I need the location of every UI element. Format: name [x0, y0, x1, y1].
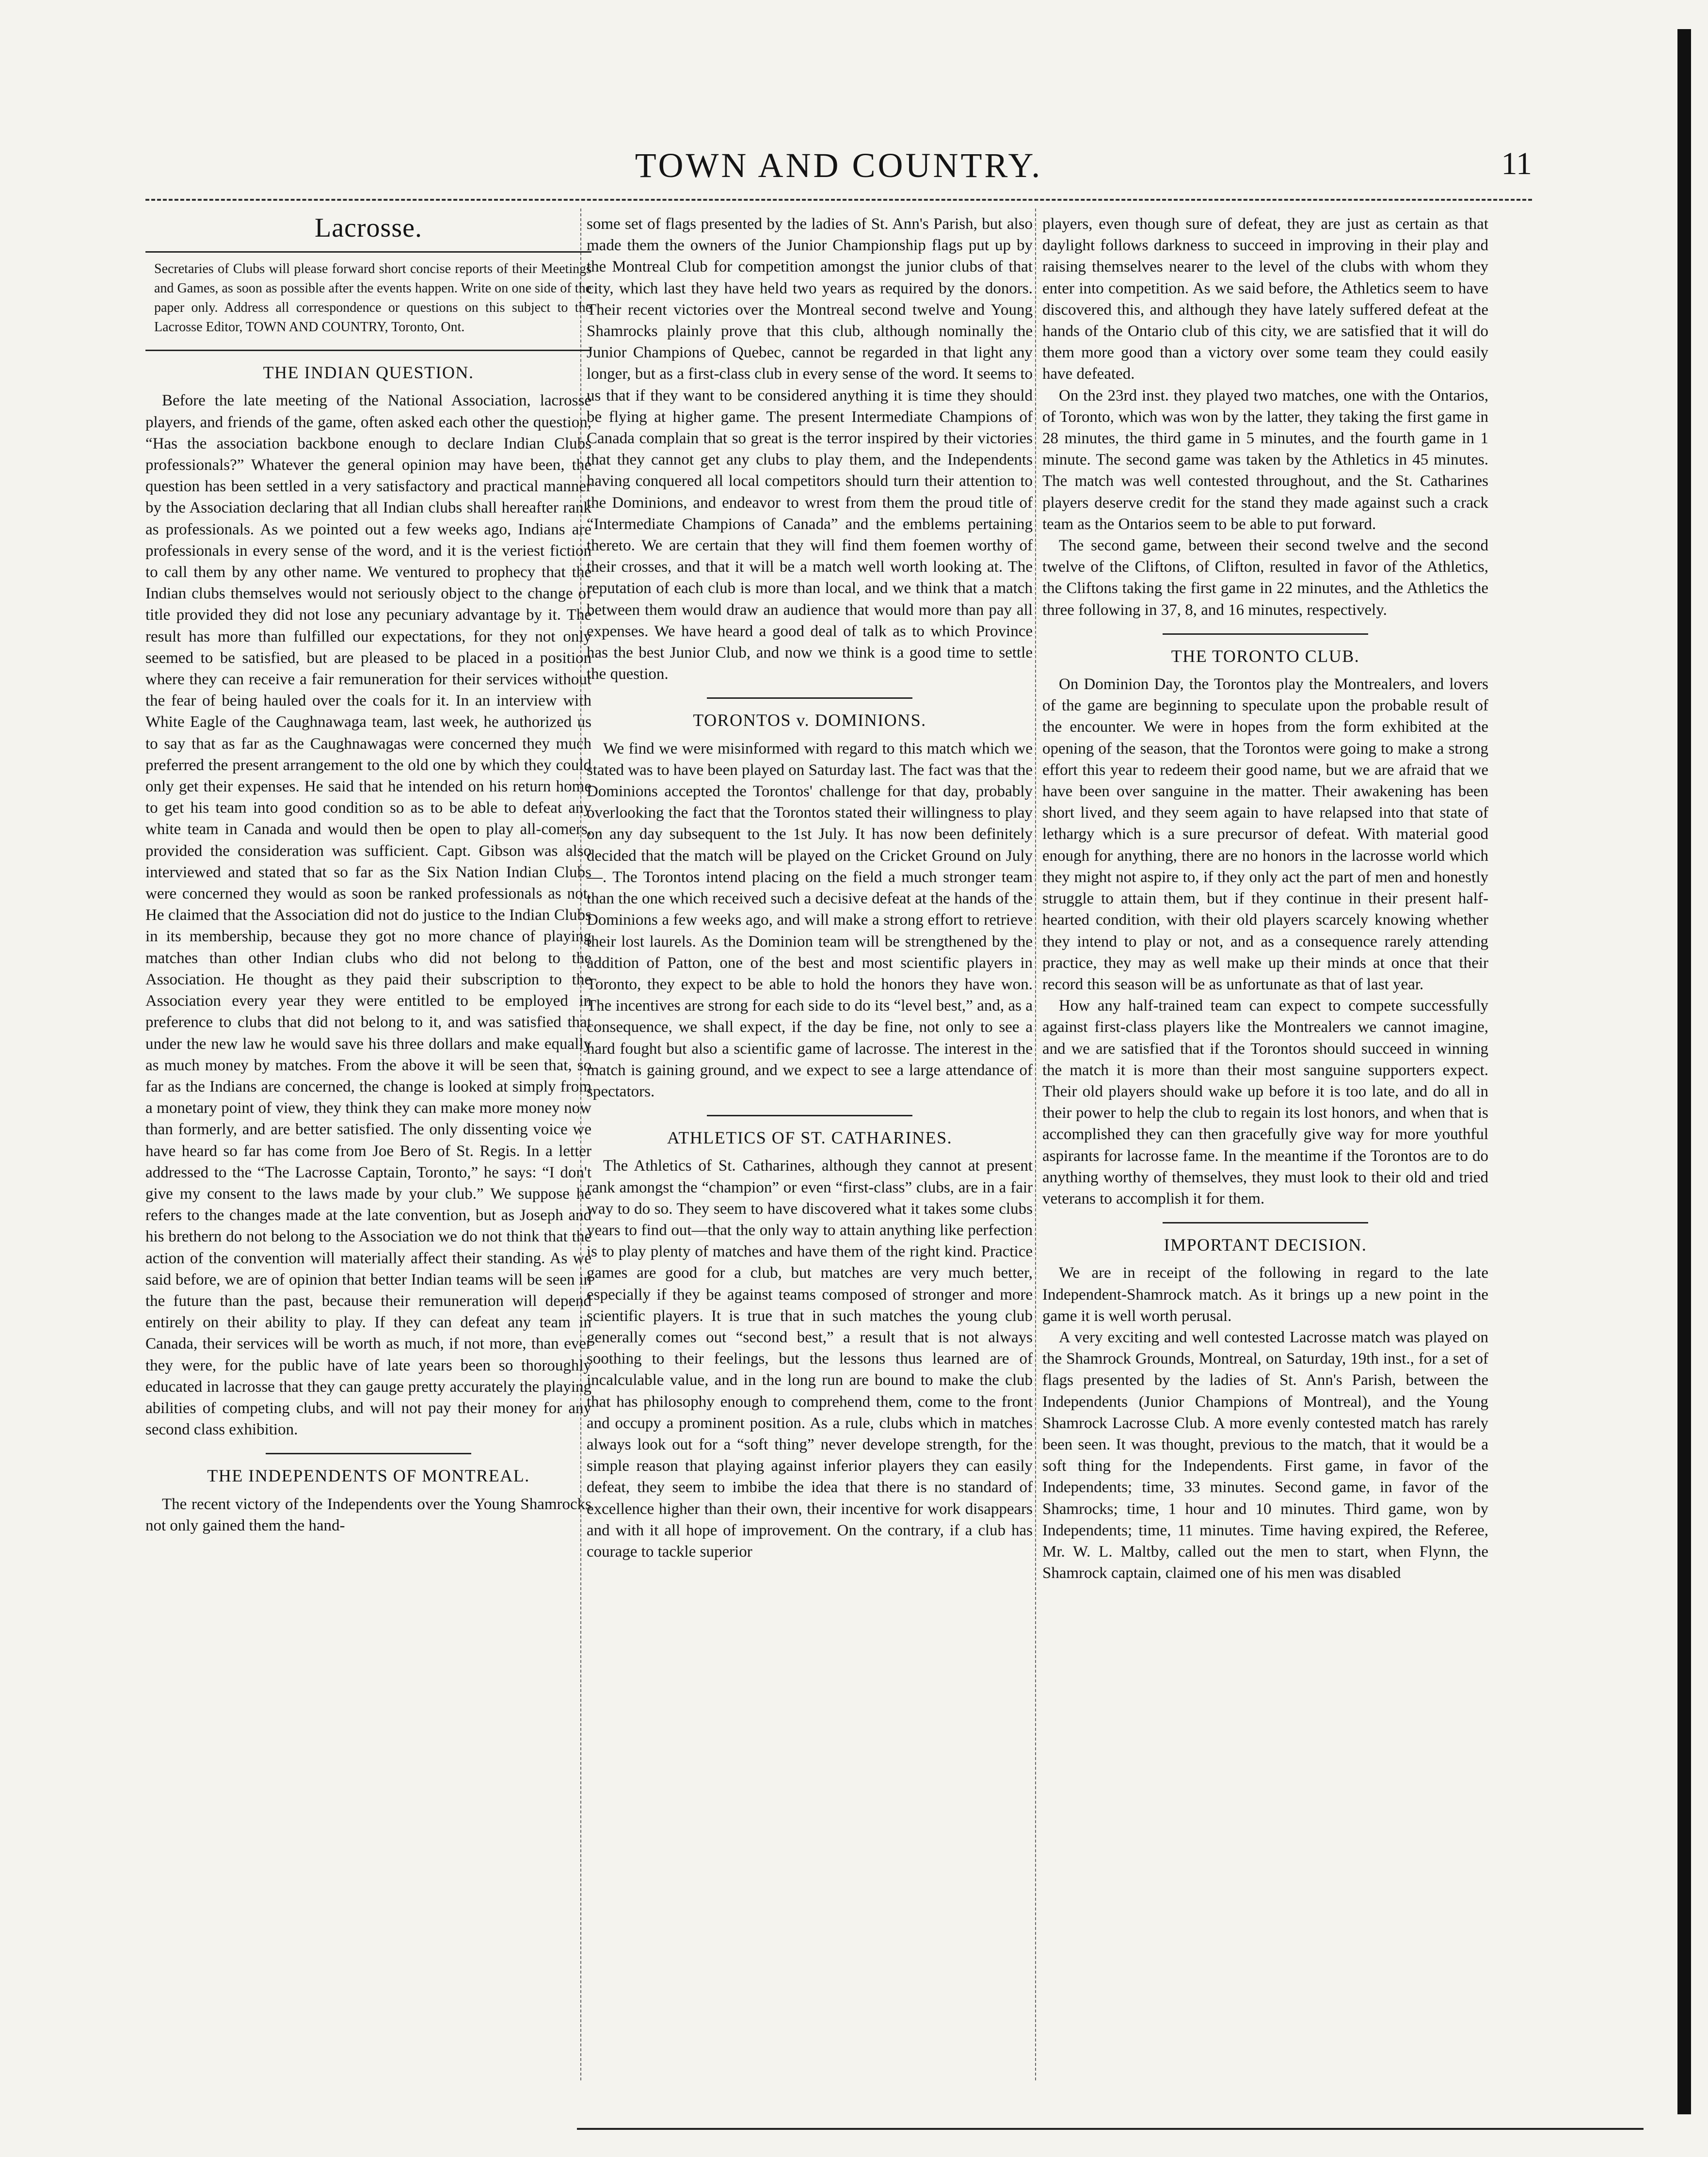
article-separator — [707, 1115, 912, 1116]
article-paragraph: players, even though sure of defeat, they are just as certain as that daylight follows darkness to succeed in improving in their play and raising themselves nearer to the level of the clubs with whom they enter into competition. As we said before, the Athletics seem to have discovered this, and although they have lately suffered defeat at the hands of the Ontario club of this city, we are satisfied that it will do them more good than a victory over some team they could easily have defeated. — [1042, 215, 1488, 383]
article-paragraph: Before the late meeting of the National Association, lacrosse players, and friends of the game, often asked each other the question, “Has the association backbone enough to declare Indian Clubs professionals?” Whatever the general opinion may have been, the question has been settled in a very satisfactory and practical manner by the Association declaring that all Indian clubs shall hereafter rank as professionals. As we pointed out a few weeks ago, Indians are professionals in every sense of the word, and it is the veriest fiction to call them by any other name. We ventured to prophecy that the Indian clubs themselves would not seriously object to the change of title provided they did not lose any pecuniary advantage by it. The result has more than fulfilled our expectations, for they not only seemed to be satisfied, but are pleased to be placed in a position where they can receive a fair remuneration for their services without the fear of being hauled over the coals for it. In an interview with White Eagle of the Caughnawaga team, last week, he authorized us to say that as far as the Caughnawagas were concerned they much preferred the present arrangement to the old one by which they could only get their expenses. He said that he intended on his return home to get his team into good condition so as to be able to defeat any white team in Canada and would then be open to play all-comers, provided the consideration was sufficient. Capt. Gibson was also interviewed and stated that so far as the Six Nation Indian Clubs were concerned they would as soon be ranked professionals as not. He claimed that the Association did not do justice to the Indian Clubs in its membership, because they got no more chance of playing matches than other Indian clubs who did not belong to the Association. He thought as they paid their subscription to the Association every year they were entitled to be employed in preference to clubs that did not belong to it, and was satisfied that under the new law he would save his three dollars and make equally as much money by matches. From the above it will be seen that, so far as the Indians are concerned, the change is looked at simply from a monetary point of view, they think they can make more money now than formerly, and are better satisfied. The only dissenting voice we have heard so far has come from Joe Bero of St. Regis. In a letter addressed to the “The Lacrosse Captain, Toronto,” he says: “I don't give my consent to the laws made by your club.” We suppose he refers to the changes made at the late convention, but as Joseph and his brethern do not belong to the Association we do not think that the action of the convention will materially affect their standing. As we said before, we are of opinion that better Indian teams will be seen in the future than the past, because their remuneration will depend entirely on their ability to play. If they can defeat any team in Canada, their services will be worth as much, if not more, than ever they were, for the public have of late years been so thoroughly educated in lacrosse that they can gauge pretty accurately the playing abilities of competing clubs, and will not pay their money for any second class exhibition. — [145, 392, 591, 1439]
article-separator — [1163, 633, 1368, 635]
article-paragraph: A very exciting and well contested Lacrosse match was played on the Shamrock Grounds, Montreal, on Saturday, 19th inst., for a set of flags presented by the ladies of St. Ann's Parish, between the Independents (Junior Champions of Montreal), and the Young Shamrock Lacrosse Club. A more evenly contested match has rarely been seen. It was thought, previous to the match, that it would be a soft thing for the Independents. First game, in favor of the Independents; time, 33 minutes. Second game, in favor of the Shamrocks; time, 1 hour and 10 minutes. Third game, won by Independents; time, 11 minutes. Time having expired, the Referee, Mr. W. L. Maltby, called out the men to start, when Flynn, the Shamrock captain, claimed one of his men was disabled — [1042, 1328, 1488, 1582]
column-2 — [587, 213, 1033, 2095]
column-divider — [1035, 209, 1036, 2080]
article-separator — [266, 1453, 471, 1454]
article-paragraph: On Dominion Day, the Torontos play the Montrealers, and lovers of the game are beginning to speculate upon the probable result of the encounter. We were in hopes from the form exhibited at the opening of the season, that the Torontos were going to make a strong effort this year to redeem their good name, but we are afraid that we have been over sanguine in the matter. Their awakening has been short lived, and they seem again to have relapsed into that state of lethargy which is a sure precursor of defeat. With material good enough for anything, there are no honors in the lacrosse world which they might not aspire to, if they only act the part of men and honestly struggle to attain them, but if they continue in their present half-hearted condition, with their old players scarcely knowing whether they intend to play or not, and as a consequence rarely attending practice, they may as well make up their minds at once that their record this season will be as unfortunate as that of last year. — [1042, 676, 1488, 993]
article-paragraph: We are in receipt of the following in regard to the late Independent-Shamrock match. As it brings up a new point in the game it is well worth perusal. — [1042, 1264, 1488, 1325]
footer-rule — [577, 2128, 1644, 2130]
article-heading: THE INDIAN QUESTION. — [263, 363, 474, 383]
article-paragraph: The second game, between their second twelve and the second twelve of the Cliftons, of Clifton, resulted in favor of the Athletics, the Cliftons taking the first game in 22 minutes, and the Athletics the three following in 37, 8, and 16 minutes, respectively. — [1042, 537, 1488, 619]
article-paragraph: On the 23rd inst. they played two matches, one with the Ontarios, of Toronto, which was won by the latter, they taking the first game in 28 minutes, the third game in 5 minutes, and the fourth game in 1 minute. The second game was taken by the Athletics in 45 minutes. The match was well contested throughout, and the St. Catharines players deserve credit for the stand they made against such a crack team as the Ontarios seem to be able to put forward. — [1042, 386, 1488, 533]
article-paragraph: We find we were misinformed with regard to this match which we stated was to have been played on Saturday last. The fact was that the Dominions accepted the Torontos' challenge for that day, probably overlooking the fact that the Torontos stated their willingness to play on any day subsequent to the 1st July. It has now been definitely decided that the match will be played on the Cricket Ground on July —. The Torontos intend placing on the field a much stronger team than the one which received such a decisive defeat at the hands of the Dominions a few weeks ago, and will make a strong effort to retrieve their lost laurels. As the Dominion team will be strengthened by the addition of Patton, one of the best and most scientific players in Toronto, they expect to be able to hold the honors they have won. The incentives are strong for each side to do its “level best,” and, as a consequence, we shall expect, if the day be fine, not only to see a hard fought but also a scientific game of lacrosse. The interest in the match is gaining ground, and we expect to see a large attendance of spectators. — [587, 740, 1033, 1100]
page-header — [145, 145, 1532, 189]
article-heading: IMPORTANT DECISION. — [1164, 1235, 1367, 1255]
section-rule — [145, 251, 591, 253]
page-number: 11 — [1501, 146, 1532, 181]
column-1 — [145, 213, 591, 2095]
editor-notice: Secretaries of Clubs will please forward short concise reports of their Meetings and Games, as soon as possible after the events happen. Write on one side of the paper only. Address all correspondence or questions on this subject to the Lacrosse Editor, TOWN AND COUNTRY, Toronto, Ont. — [154, 261, 591, 335]
article-separator — [1163, 1222, 1368, 1223]
article-heading: THE TORONTO CLUB. — [1171, 646, 1360, 666]
header-rule — [145, 199, 1532, 201]
article-paragraph: The Athletics of St. Catharines, although they cannot at present rank amongst the “champion” or even “first-class” clubs, are in a fair way to do so. They seem to have discovered what it takes some clubs years to find out—that the only way to attain anything like perfection is to play plenty of matches and have them of the right kind. Practice games are good for a club, but matches are very much better, especially if they be against teams composed of stronger and more scientific players. It is true that in such matches the young club generally comes out “second best,” a result that is not always soothing to their feelings, but the lessons thus learned are of incalculable value, and in the long run are bound to make the club that has philosophy enough to comprehend them, come to the front and occupy a prominent position. As a rule, clubs which in matches always look out for a “soft thing” never develope strength, for the simple reason that playing against inferior players they can easily defeat, they seem to imbibe the idea that there is no standard of excellence higher than their own, their incentive for work disappears and with it all hope of improvement. On the contrary, if a club has courage to tackle superior — [587, 1157, 1033, 1561]
running-title: TOWN AND COUNTRY. — [635, 146, 1043, 185]
section-rule — [145, 350, 591, 351]
article-separator — [707, 697, 912, 699]
article-paragraph: The recent victory of the Independents over the Young Shamrocks not only gained them the hand- — [145, 1495, 591, 1534]
article-paragraph: some set of flags presented by the ladies of St. Ann's Parish, but also made them the owners of the Junior Championship flags put up by the Montreal Club for competition amongst the junior clubs of that city, which last they have held two years as required by the donors. Their recent victories over the Montreal second twelve and Young Shamrocks plainly prove that this club, although nominally the Junior Champions of Quebec, cannot be regarded in that light any longer, but as a first-class club in every sense of the word. It seems to us that if they want to be considered anything it is time they should be flying at higher game. The present Intermediate Champions of Canada complain that so great is the terror inspired by their victories that they cannot get any clubs to play them, and the Independents having conquered all local competitors should turn their attention to the Dominions, and endeavor to wrest from them the proud title of “Intermediate Champions of Canada” and the emblems pertaining thereto. We are certain that they will find them foemen worthy of their crosses, and that it will be a match well worth looking at. The reputation of each club is more than local, and we think that a match between them would draw an audience that would more than pay all expenses. We have heard a good deal of talk as to which Province has the best Junior Club, and now we think is a good time to settle the question. — [587, 215, 1033, 683]
article-heading: THE INDEPENDENTS OF MONTREAL. — [207, 1466, 530, 1486]
section-title: Lacrosse. — [314, 213, 422, 243]
column-3 — [1042, 213, 1488, 2095]
scan-edge-bar — [1677, 29, 1691, 2114]
article-heading: TORONTOS v. DOMINIONS. — [693, 710, 926, 730]
article-paragraph: How any half-trained team can expect to compete successfully against first-class players like the Montrealers we cannot imagine, and we are satisfied that if the Torontos should succeed in winning the match it is more than their most sanguine supporters expect. Their old players should wake up before it is too late, and do all in their power to help the club to regain its lost honors, and when that is accomplished they can then gracefully give way for more youthful aspirants for lacrosse fame. In the meantime if the Torontos are to do anything worthy of themselves, they must look to their old and tried veterans to accomplish it for them. — [1042, 997, 1488, 1207]
article-heading: ATHLETICS OF ST. CATHARINES. — [667, 1128, 953, 1148]
